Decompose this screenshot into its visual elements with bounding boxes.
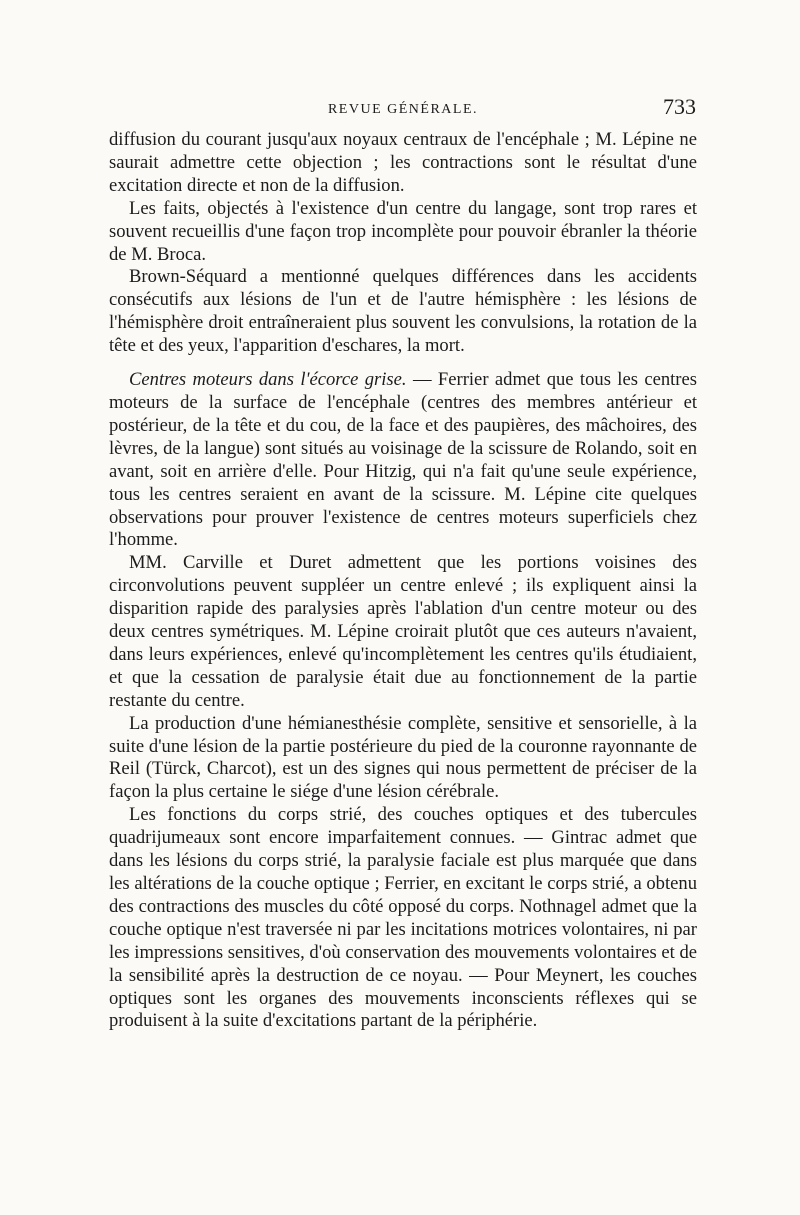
paragraph [109, 713, 697, 805]
paragraph [109, 552, 697, 712]
section-title: Centres moteurs dans l'écorce grise. [129, 369, 407, 391]
paragraph-text: Les faits, objectés à l'existence d'un centre du langage, sont trop rares et souvent recueillis d'une façon trop incomplète pour pouvoir ébranler la théorie de M. Broca. [109, 197, 697, 265]
paragraph [109, 129, 697, 198]
paragraph [109, 198, 697, 267]
running-title: REVUE GÉNÉRALE. [327, 102, 479, 117]
paragraph-text: diffusion du courant jusqu'aux noyaux centraux de l'encéphale ; M. Lépine ne saurait admettre cette objection ; les contractions sont le résultat d'une excitation directe et non de la diffusion. [109, 129, 697, 196]
paragraph-text: Brown-Séquard a mentionné quelques différences dans les accidents consécutifs aux lésions de l'un et de l'autre hémisphère : les lésions de l'hémisphère droit entraîneraient plus souvent les convulsions, la rotation de la tête et des yeux, l'apparition d'eschares, la mort. [109, 266, 697, 357]
paragraph-text: MM. Carville et Duret admettent que les portions voisines des circonvolutions peuvent suppléer un centre enlevé ; ils expliquent ainsi la disparition rapide des paralysies après l'ablation d'un centre moteur ou des deux centres symétriques. M. Lépine croirait plutôt que ces auteurs n'avaient, dans leurs expériences, enlevé qu'incomplètement les centres qu'ils étudiaient, et que la cessation de paralysie était due au fonctionnement de la partie restante du centre. [109, 552, 697, 711]
section-paragraph [109, 369, 697, 552]
paragraph-text: Les fonctions du corps strié, des couches optiques et des tubercules quadrijumeaux sont encore imparfaitement connues. — Gintrac admet que dans les lésions du corps strié, la paralysie faciale est plus marquée que dans les altérations de la couche optique ; Ferrier, en excitant le corps strié, a obtenu des contractions des muscles du côté opposé du corps. Nothnagel admet que la couche optique n'est traversée ni par les incitations motrices volontaires, ni par les impressions sensitives, d'où conservation des mouvements volontaires et de la sensibilité après la destruction de ce noyau. — Pour Meynert, les couches optiques sont les organes des mouvements inconscients réflexes qui se produisent à la suite d'excitations partant de la périphérie. [109, 804, 697, 1032]
paragraph-text: La production d'une hémianesthésie complète, sensitive et sensorielle, à la suite d'une lésion de la partie postérieure du pied de la couronne rayonnante de Reil (Türck, Charcot), est un des signes qui nous permettent de préciser de la façon la plus certaine le siége d'une lésion cérébrale. [109, 712, 697, 803]
paragraph [109, 266, 697, 358]
running-head [110, 94, 696, 124]
body-text [109, 129, 697, 1033]
paragraph [109, 804, 697, 1033]
page-number: 733 [663, 94, 696, 119]
paragraph-text: — Ferrier admet que tous les centres moteurs de la surface de l'encéphale (centres des membres antérieur et postérieur, de la tête et du cou, de la face et des paupières, des mâchoires, des lèvres, de la langue) sont situés au voisinage de la scissure de Rolando, soit en avant, soit en arrière d'elle. Pour Hitzig, qui n'a fait qu'une seule expérience, tous les centres seraient en avant de la scissure. M. Lépine cite quelques observations pour prouver l'existence de centres moteurs superficiels chez l'homme. [109, 369, 697, 551]
